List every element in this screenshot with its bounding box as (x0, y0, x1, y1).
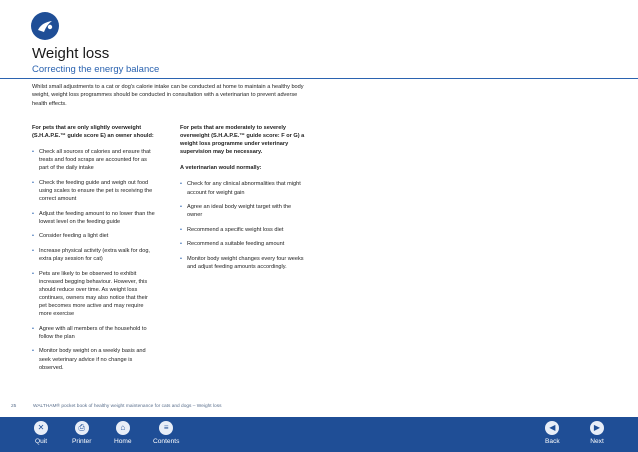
right-bullet-list (180, 180, 305, 271)
intro-paragraph: Whilst small adjustments to a cat or dog's calorie intake can be conducted at home to maintain a healthy body weight, weight loss programmes should be conducted in consultation with a veterinarian to prevent adverse health effects. (32, 84, 304, 107)
page-title: Weight loss (32, 45, 110, 62)
left-bullet-list (32, 148, 157, 372)
brand-logo (31, 12, 59, 40)
page-number: 25 (11, 404, 17, 409)
right-column-heading: For pets that are moderately to severely overweight (S.H.A.P.E.™ guide score: F or G) a weight loss programme under veterinary supervision may be necessary. (180, 125, 305, 156)
list-item: • Recommend a suitable feeding amount (180, 240, 305, 248)
contents-button[interactable] (153, 417, 179, 452)
contents-label: Contents (153, 438, 180, 445)
left-column-heading: For pets that are only slightly overweight (S.H.A.P.E.™ guide score E) an owner should: (32, 125, 154, 140)
logo-icon (31, 12, 59, 40)
back-label: Back (545, 438, 560, 445)
next-arrow-icon: ▶ (590, 421, 604, 435)
printer-button[interactable] (72, 417, 91, 452)
list-item: • Check all sources of calories and ensure that treats and food scraps are accounted for as part of the daily intake (32, 148, 157, 172)
right-column (180, 124, 305, 278)
list-item: • Check for any clinical abnormalities that might account for weight gain (180, 180, 305, 196)
home-icon: ⌂ (116, 421, 130, 435)
list-item: • Increase physical activity (extra walk for dog, extra play session for cat) (32, 247, 157, 263)
home-button[interactable] (114, 417, 132, 452)
printer-icon: ⎙ (75, 421, 89, 435)
printer-label: Printer (72, 438, 92, 445)
list-item: • Adjust the feeding amount to no lower than the lowest level on the feeding guide (32, 210, 157, 226)
next-button[interactable] (590, 417, 604, 452)
header-divider (0, 78, 638, 79)
list-item: • Consider feeding a light diet (32, 232, 157, 240)
footer-caption: WALTHAM® pocket book of healthy weight maintenance for cats and dogs – Weight loss (33, 404, 222, 409)
list-item: • Pets are likely to be observed to exhibit increased begging behaviour. However, this should reduce over time. As weight loss continues, owners may also notice that their pet becomes more active and may require more exercise (32, 270, 157, 319)
list-item: • Monitor body weight on a weekly basis and seek veterinary advice if no change is observed. (32, 347, 157, 371)
right-column-subheading: A veterinarian would normally: (180, 165, 262, 172)
quit-label: Quit (34, 438, 48, 445)
bottom-navigation-bar (0, 417, 638, 452)
quit-icon: ✕ (34, 421, 48, 435)
back-arrow-icon: ◀ (545, 421, 559, 435)
left-column (32, 124, 157, 378)
page-subtitle: Correcting the energy balance (32, 64, 160, 75)
next-label: Next (590, 438, 604, 445)
contents-icon: ≡ (159, 421, 173, 435)
home-label: Home (114, 438, 132, 445)
list-item: • Agree an ideal body weight target with the owner (180, 203, 305, 219)
list-item: • Monitor body weight changes every four weeks and adjust feeding amounts accordingly. (180, 255, 305, 271)
back-button[interactable] (545, 417, 560, 452)
list-item: • Recommend a specific weight loss diet (180, 226, 305, 234)
list-item: • Check the feeding guide and weigh out food using scales to ensure the pet is receiving the correct amount (32, 179, 157, 203)
list-item: • Agree with all members of the household to follow the plan (32, 325, 157, 341)
quit-button[interactable] (34, 417, 48, 452)
